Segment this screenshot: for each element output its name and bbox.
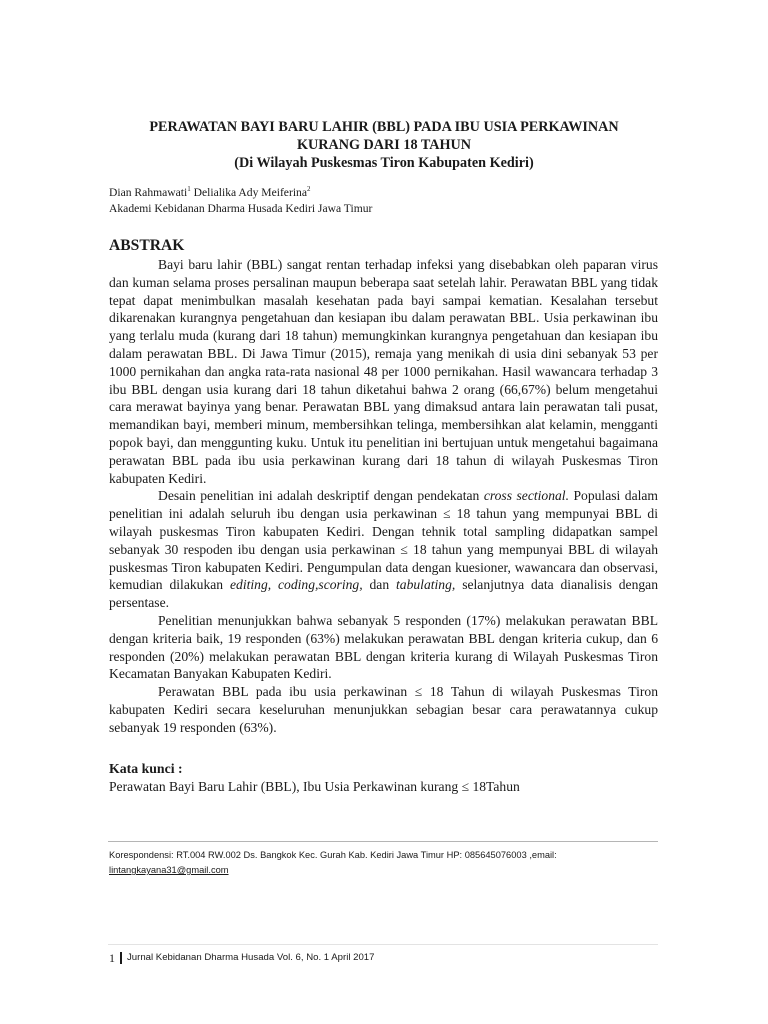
title-line-3: (Di Wilayah Puskesmas Tiron Kabupaten Kediri) (234, 155, 534, 171)
footer-divider (108, 944, 658, 945)
abstract-paragraph-1: Bayi baru lahir (BBL) sangat rentan terhadap infeksi yang disebabkan oleh paparan virus dan kuman selama proses persalinan maupun beberapa saat setelah lahir. Perawatan BBL yang tidak tepat dapat menimbulkan masalah kesehatan pada bayi sampai kematian. Kesalahan tersebut dikarenakan kurangnya pengetahuan dan kesiapan ibu dalam perawatan BBL. Usia perkawinan ibu yang terlalu muda (kurang dari 18 tahun) memungkinkan kurangnya pengetahuan dan kesiapan ibu dalam perawatan BBL. Di Jawa Timur (2015), remaja yang menikah di usia dini sebanyak 53 per 1000 pernikahan dan angka rata-rata nasional 48 per 1000 pernikahan. Hasil wawancara terhadap 3 ibu BBL dengan usia kurang dari 18 tahun diketahui bahwa 2 orang (66,67%) belum mengetahui cara merawat bayinya yang benar. Perawatan BBL yang dimaksud antara lain perawatan tali pusat, memandikan bayi, memberi minum, membersihkan telinga, membersihkan alat kelamin, mengganti popok bayi, dan menggunting kuku. Untuk itu penelitian ini bertujuan untuk mengetahui bagaimana perawatan BBL pada ibu usia perkawinan kurang dari 18 tahun di wilayah Puskesmas Tiron kabupaten Kediri. (109, 257, 658, 486)
abstract-p2-italic-2: editing, coding,scoring, (229, 577, 363, 593)
abstract-paragraph-2 (109, 487, 658, 612)
author-1-superscript: 1 (187, 185, 191, 194)
journal-citation: Jurnal Kebidanan Dharma Husada Vol. 6, No. 1 April 2017 (127, 952, 375, 963)
footer-separator-bar (120, 952, 122, 964)
correspondence-note (109, 848, 669, 878)
abstract-p2-italic-1: cross sectional. (483, 488, 569, 504)
abstract-body (109, 256, 658, 737)
abstract-paragraph-4: Perawatan BBL pada ibu usia perkawinan ≤ 18 Tahun di wilayah Puskesmas Tiron kabupaten Kediri secara keseluruhan menunjukkan sebagian besar cara perawatannya cukup sebanyak 19 responden (63%). (109, 684, 658, 735)
abstract-p2-text-b: Populasi dalam penelitian ini adalah seluruh ibu dengan usia perkawinan ≤ 18 tahun yang mempunyai BBL di wilayah puskesmas Tiron kabupaten Kediri. Dengan tehnik total sampling didapatkan sampel sebanyak 30 respoden ibu dengan usia perkawinan ≤ 18 tahun yang mempunyai BBL di wilayah puskesmas Tiron kabupaten Kediri. Pengumpulan data dengan kuesioner, wawancara dan observasi, kemudian dilakukan (109, 488, 658, 593)
author-2-name: Delialika Ady Meiferina (193, 186, 307, 199)
title-line-1: PERAWATAN BAYI BARU LAHIR (BBL) PADA IBU USIA PERKAWINAN (149, 119, 619, 135)
abstract-p2-text-d: selanjutnya data dianalisis dengan persentase. (109, 577, 658, 611)
affiliation: Akademi Kebidanan Dharma Husada Kediri Jawa Timur (109, 202, 373, 215)
paper-title (108, 118, 660, 172)
page-footer (109, 951, 374, 965)
abstract-p2-text-a: Desain penelitian ini adalah deskriptif dengan pendekatan (158, 488, 484, 504)
abstract-heading: ABSTRAK (109, 237, 185, 254)
page-number: 1 (109, 951, 115, 965)
keywords-heading: Kata kunci : (109, 761, 183, 776)
author-list (109, 185, 310, 201)
correspondence-address: Korespondensi: RT.004 RW.002 Ds. Bangkok Kec. Gurah Kab. Kediri Jawa Timur HP: 085645076003 ,email: (109, 850, 557, 860)
title-line-2: KURANG DARI 18 TAHUN (296, 137, 472, 153)
abstract-paragraph-3: Penelitian menunjukkan bahwa sebanyak 5 responden (17%) melakukan perawatan BBL dengan kriteria baik, 19 responden (63%) melakukan perawatan BBL dengan kriteria cukup, dan 6 responden (20%) melakukan perawatan BBL dengan kriteria kurang di Wilayah Puskesmas Tiron Kecamatan Banyakan Kabupaten Kediri. (109, 612, 658, 682)
keywords-text: Perawatan Bayi Baru Lahir (BBL), Ibu Usia Perkawinan kurang ≤ 18Tahun (109, 779, 520, 794)
abstract-p2-text-c: dan (362, 577, 397, 593)
author-2-superscript: 2 (306, 185, 311, 194)
correspondence-email-link[interactable]: lintangkayana31@gmail.com (109, 865, 229, 875)
abstract-p2-italic-3: tabulating, (396, 577, 456, 593)
author-1-name: Dian Rahmawati (109, 186, 188, 199)
correspondence-divider (108, 841, 658, 842)
